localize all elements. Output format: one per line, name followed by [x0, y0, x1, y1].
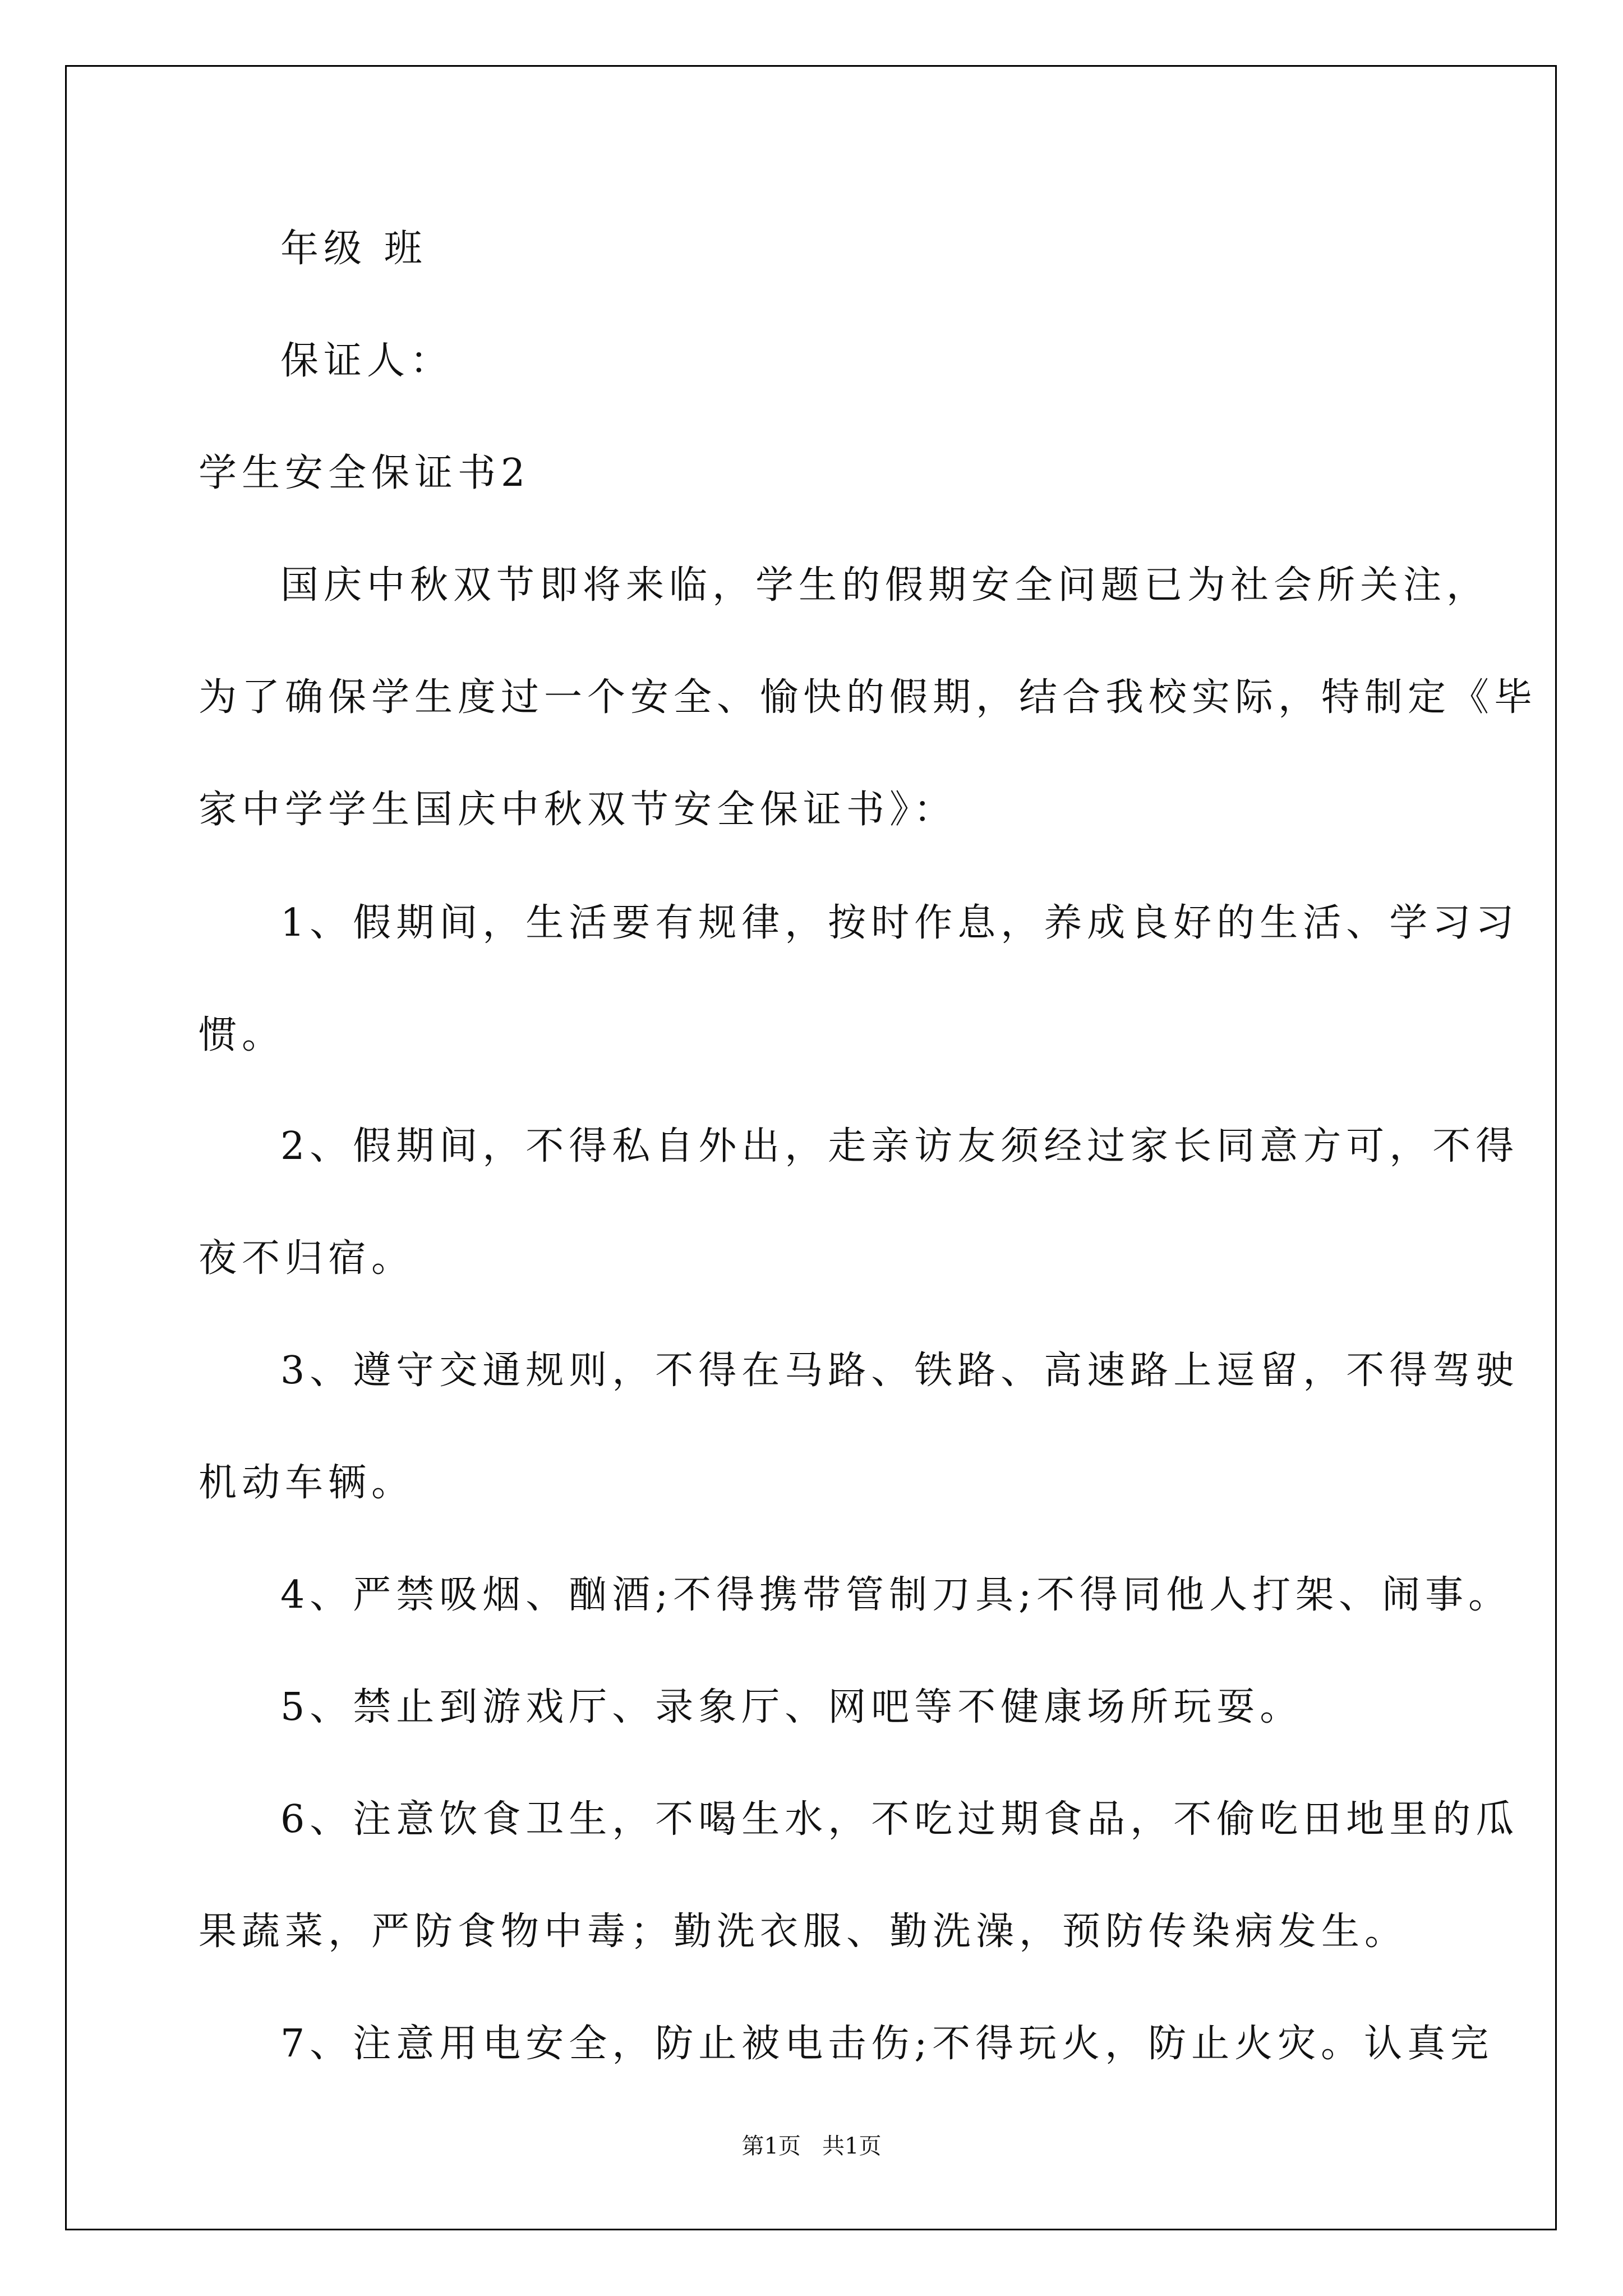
item-1-line-2: 惯。	[199, 1013, 285, 1057]
item-4: 4、严禁吸烟、酗酒;不得携带管制刀具;不得同他人打架、闹事。	[280, 1573, 1512, 1617]
intro-line-1: 国庆中秋双节即将来临，学生的假期安全问题已为社会所关注，	[280, 563, 1490, 608]
item-6-line-1: 6、注意饮食卫生，不喝生水，不吃过期食品，不偷吃田地里的瓜	[280, 1797, 1519, 1842]
section-title: 学生安全保证书2	[199, 451, 531, 495]
item-5: 5、禁止到游戏厅、录象厅、网吧等不健康场所玩耍。	[280, 1685, 1303, 1729]
item-3-line-2: 机动车辆。	[199, 1461, 415, 1505]
item-7-line-1: 7、注意用电安全，防止被电击伤;不得玩火，防止火灾。认真完	[280, 2022, 1494, 2066]
item-6-line-2: 果蔬菜，严防食物中毒；勤洗衣服、勤洗澡，预防传染病发生。	[199, 1910, 1408, 1954]
item-1-line-1: 1、假期间，生活要有规律，按时作息，养成良好的生活、学习习	[280, 901, 1519, 945]
intro-line-2: 为了确保学生度过一个安全、愉快的假期，结合我校实际，特制定《毕	[199, 675, 1538, 720]
grade-class-line: 年级 班	[280, 227, 427, 271]
intro-line-3: 家中学学生国庆中秋双节安全保证书》：	[199, 788, 957, 832]
item-2-line-1: 2、假期间，不得私自外出，走亲访友须经过家长同意方可，不得	[280, 1124, 1519, 1168]
item-3-line-1: 3、遵守交通规则，不得在马路、铁路、高速路上逗留，不得驾驶	[280, 1349, 1519, 1393]
item-2-line-2: 夜不归宿。	[199, 1236, 415, 1281]
guarantor-line: 保证人：	[280, 339, 454, 383]
page-footer: 第1页 共1页	[741, 2133, 882, 2159]
